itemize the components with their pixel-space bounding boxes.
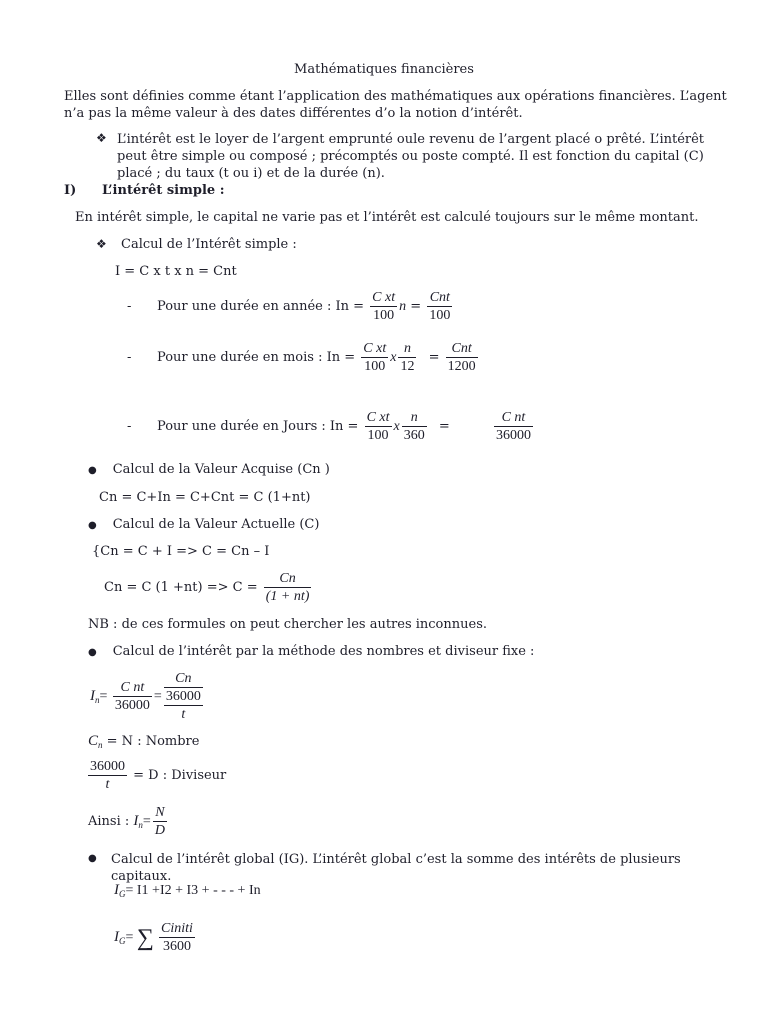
sigma-icon: ∑ bbox=[136, 925, 155, 951]
symbol-i: I bbox=[133, 813, 139, 829]
fraction-cnt-1200: $\frac{\text{Cnt}}{1200}$ bbox=[447, 341, 476, 374]
bullet-dot-icon: ● bbox=[88, 853, 97, 864]
valeur-acquise-formula: Cn = C+In = C+Cnt = C (1+nt) bbox=[99, 490, 311, 505]
formula-nombres bbox=[90, 670, 205, 726]
fraction-n-over-d: $\frac{N}{D}$ bbox=[154, 805, 165, 838]
equals-sign: = bbox=[438, 419, 450, 434]
fraction-cnt-100: $\frac{\text{Cnt}}{100}$ bbox=[429, 290, 451, 323]
page-title: Mathématiques financières bbox=[294, 62, 474, 77]
valeur-acquise-heading bbox=[88, 462, 330, 477]
nombre-label: = N : Nombre bbox=[106, 734, 200, 749]
fraction-cnt-36000: $\frac{\text{C nt}}{36000}$ bbox=[495, 410, 531, 443]
interet-global-sum: = I1 +I2 + I3 + - - - + In bbox=[125, 883, 261, 898]
formula-month-label: Pour une durée en mois : In = bbox=[157, 350, 356, 365]
valeur-actuelle-formula: Cn = C (1 +nt) => C = bbox=[104, 580, 258, 595]
symbol-c: C bbox=[88, 733, 99, 749]
symbol-i: I bbox=[114, 882, 119, 898]
intro-paragraph: Elles sont définies comme étant l’application des mathématiques aux opérations financières. L’agent n’a pas la même valeur à des dates différentes d’o la notion d’intérêt. bbox=[64, 89, 727, 121]
fraction-36000-t: $\frac{36000}{t}$ bbox=[90, 759, 125, 792]
subscript-g: G bbox=[119, 889, 126, 899]
valeur-actuelle-label: Calcul de la Valeur Actuelle (C) bbox=[112, 517, 320, 532]
formula-month bbox=[127, 340, 480, 375]
fraction-ct-100: $\frac{\text{C xt}}{100}$ bbox=[372, 290, 396, 323]
bullet-dot-icon: ● bbox=[88, 465, 97, 476]
subscript-n: n bbox=[98, 740, 103, 750]
multiplier-n: n bbox=[399, 299, 407, 314]
subscript-g: G bbox=[119, 936, 126, 946]
symbol-i: I bbox=[114, 929, 119, 945]
equals-sign: = bbox=[153, 689, 162, 704]
valeur-actuelle-line1: {Cn = C + I => C = Cn – I bbox=[92, 544, 270, 559]
valeur-acquise-label: Calcul de la Valeur Acquise (Cn ) bbox=[112, 462, 330, 477]
valeur-actuelle-heading bbox=[88, 517, 319, 532]
fraction-n-12: $\frac{n}{12}$ bbox=[400, 341, 415, 374]
diamond-bullet-icon: ❖ bbox=[96, 131, 107, 145]
calc-simple-heading: Calcul de l’Intérêt simple : bbox=[121, 237, 297, 252]
interet-global-formula-1 bbox=[114, 882, 261, 899]
fraction-cnt-36000: $\frac{\text{C nt}}{36000}$ bbox=[114, 680, 150, 714]
fraction-ct-100: $\frac{\text{C xt}}{100}$ bbox=[366, 410, 390, 443]
simple-interest-description: En intérêt simple, le capital ne varie pas et l’intérêt est calculé toujours sur le même montant. bbox=[75, 210, 699, 225]
equals-sign: = bbox=[99, 689, 108, 704]
fraction-ciniti-3600: $\frac{\text{Ciniti}}{3600}$ bbox=[161, 921, 193, 955]
simple-interest-formula: I = C x t x n = Cnt bbox=[115, 264, 237, 279]
nombre-definition bbox=[88, 733, 199, 750]
fraction-cn-over-1-nt: $\frac{Cn}{(1 + nt)}$ bbox=[265, 571, 310, 604]
symbol-i: I bbox=[90, 688, 95, 704]
diamond-bullet-icon: ❖ bbox=[96, 237, 107, 251]
section-heading: L’intérêt simple : bbox=[102, 183, 225, 198]
formula-days bbox=[127, 409, 535, 444]
equals-sign: = bbox=[125, 930, 134, 945]
formula-days-label: Pour une durée en Jours : In = bbox=[157, 419, 359, 434]
bullet-dot-icon: ● bbox=[88, 520, 97, 531]
ainsi-formula bbox=[88, 803, 169, 843]
section-number: I) bbox=[64, 183, 77, 198]
diviseur-label: = D : Diviseur bbox=[133, 768, 227, 783]
formula-year bbox=[127, 289, 454, 324]
interest-definition: L’intérêt est le loyer de l’argent emprunté oule revenu de l’argent placé o prêté. L’intérêt peut être simple ou composé ; précomptés ou poste compté. Il est fonction du capital (C) placé ; du taux (t ou i) et de la durée (n). bbox=[117, 132, 705, 181]
dash-marker: - bbox=[127, 419, 132, 434]
nb-note: NB : de ces formules on peut chercher les autres inconnues. bbox=[88, 617, 488, 632]
bullet-dot-icon: ● bbox=[88, 647, 97, 658]
times-sign: x bbox=[390, 350, 397, 365]
dash-marker: - bbox=[127, 350, 132, 365]
dash-marker: - bbox=[127, 299, 132, 314]
subscript-n: n bbox=[95, 695, 100, 705]
equals-sign: = bbox=[428, 350, 440, 365]
equals-sign: = bbox=[142, 814, 151, 829]
ainsi-label: Ainsi : bbox=[88, 814, 130, 829]
times-sign: x bbox=[393, 419, 400, 434]
fraction-ct-100: $\frac{\text{C xt}}{100}$ bbox=[363, 341, 387, 374]
fraction-cn-over-36000-t: Cn 36000 t bbox=[165, 671, 201, 723]
interet-global-heading: Calcul de l’intérêt global (IG). L’intérêt global c’est la somme des intérêts de plusieurs capitaux. bbox=[111, 852, 681, 884]
valeur-actuelle-line2 bbox=[104, 570, 313, 606]
interet-global-formula-2 bbox=[114, 918, 197, 960]
formula-year-label: Pour une durée en année : In = bbox=[157, 299, 365, 314]
equals-sign: = bbox=[410, 299, 422, 314]
fraction-n-360: $\frac{n}{360}$ bbox=[403, 410, 425, 443]
diviseur-definition bbox=[86, 758, 226, 794]
nombres-label: Calcul de l’intérêt par la méthode des nombres et diviseur fixe : bbox=[112, 644, 535, 659]
subscript-n: n bbox=[138, 820, 143, 830]
nombres-heading bbox=[88, 644, 534, 659]
